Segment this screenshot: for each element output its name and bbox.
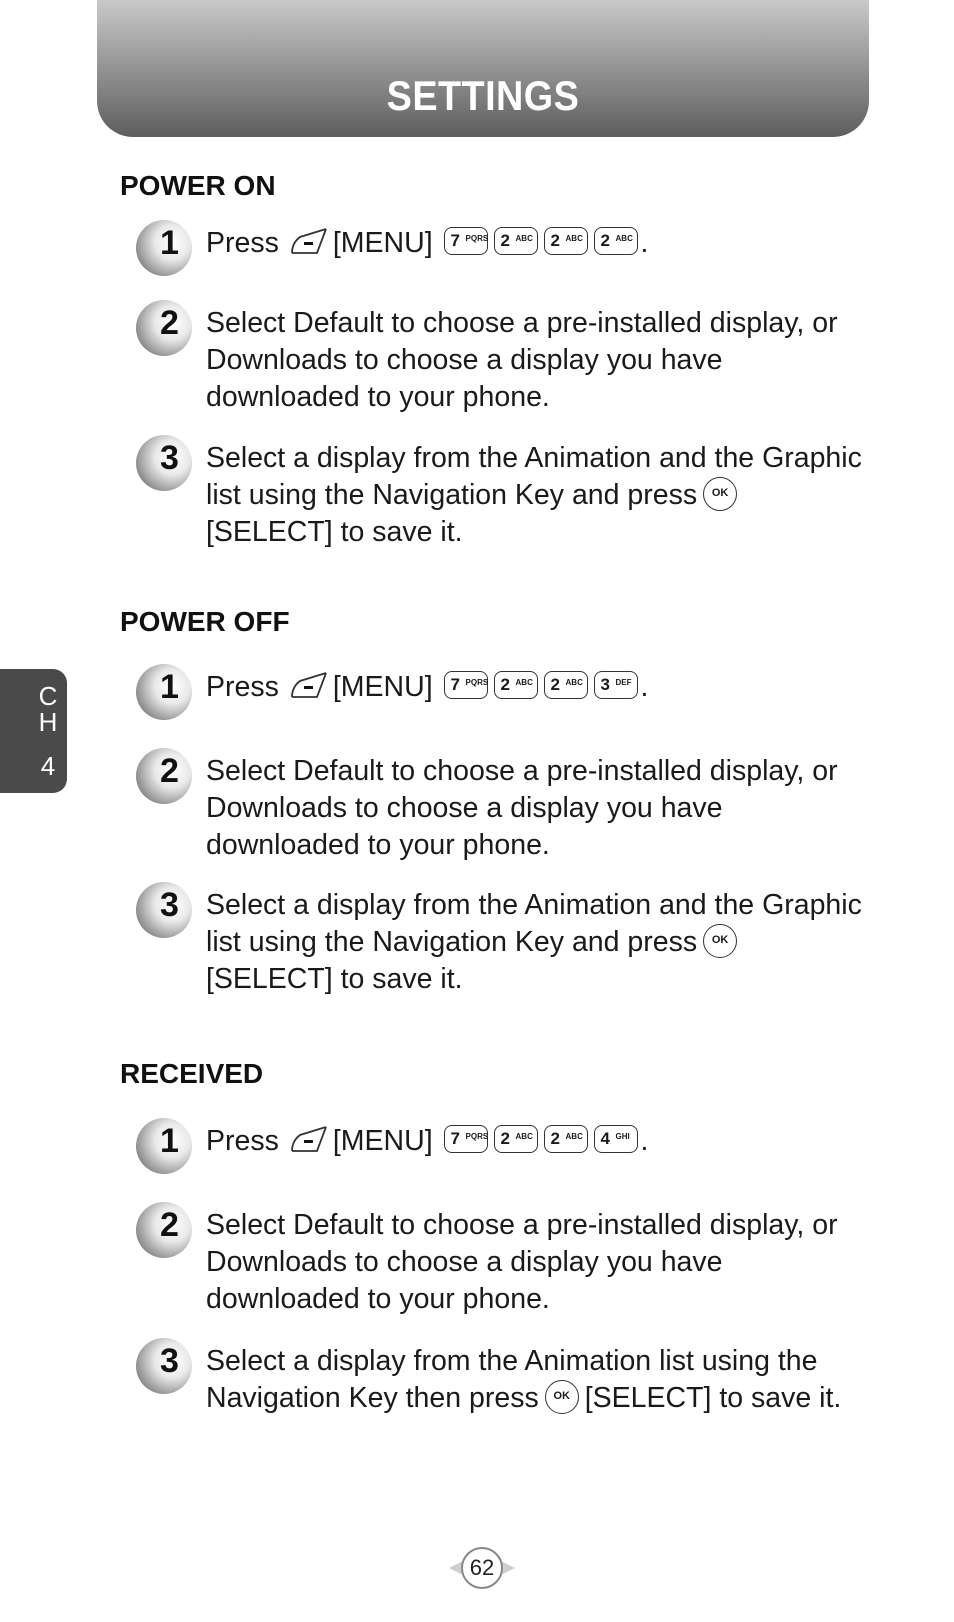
page-number-badge [447, 1547, 517, 1591]
chapter-tab [0, 669, 67, 793]
ok-key-icon: OK [545, 1380, 579, 1414]
left-softkey-icon [289, 226, 329, 258]
ok-key-icon: OK [703, 477, 737, 511]
key-4-icon: 4 GHI [594, 1125, 638, 1153]
chapter-tab-c: C [38, 681, 58, 711]
step-text: Select a display from the Animation list using the Navigation Key then press OK [SELECT] to save it. [206, 1345, 842, 1414]
step-text: Select Default to choose a pre-installed display, or Downloads to choose a display you have downloaded to your phone. [206, 1209, 838, 1315]
key-2-icon: 2 ABC [544, 227, 588, 255]
step-number-badge: 2 [136, 748, 192, 804]
key-2-icon: 2 ABC [494, 227, 538, 255]
key-7-icon: 7 PQRS [444, 227, 488, 255]
step-text: Select Default to choose a pre-installed display, or Downloads to choose a display you have downloaded to your phone. [206, 307, 838, 413]
step-number-badge: 3 [136, 882, 192, 938]
key-3-icon: 3 DEF [594, 671, 638, 699]
key-2-icon: 2 ABC [494, 671, 538, 699]
key-7-icon: 7 PQRS [444, 671, 488, 699]
key-2-icon: 2 ABC [594, 227, 638, 255]
section-title-power-off: POWER OFF [120, 606, 290, 637]
step-text: Select a display from the Animation and the Graphic list using the Navigation Key and press OK[SELECT] to save it. [206, 442, 862, 548]
step-text: Select Default to choose a pre-installed display, or Downloads to choose a display you have downloaded to your phone. [206, 755, 838, 861]
step-number-badge: 2 [136, 1202, 192, 1258]
step-number-badge: 1 [136, 220, 192, 276]
section-title-received: RECEIVED [120, 1058, 264, 1089]
step-number-badge: 3 [136, 1338, 192, 1394]
step-number-badge: 1 [136, 1118, 192, 1174]
chapter-tab-number: 4 [40, 751, 56, 781]
step-text: Press [MENU] 7 PQRS 2 ABC 2 ABC 2 ABC . [206, 227, 649, 259]
page-title: SETTINGS [386, 72, 580, 119]
step-text: Press [MENU] 7 PQRS 2 ABC 2 ABC 4 GHI . [206, 1125, 649, 1157]
chapter-tab-h: H [38, 707, 58, 737]
page-header [97, 0, 869, 137]
step-text: Press [MENU] 7 PQRS 2 ABC 2 ABC 3 DEF . [206, 671, 649, 703]
key-7-icon: 7 PQRS [444, 1125, 488, 1153]
step-number-badge: 2 [136, 300, 192, 356]
step-text: Select a display from the Animation and the Graphic list using the Navigation Key and press OK[SELECT] to save it. [206, 889, 862, 995]
ok-key-icon: OK [703, 924, 737, 958]
left-softkey-icon [289, 670, 329, 702]
key-2-icon: 2 ABC [494, 1125, 538, 1153]
left-softkey-icon [289, 1124, 329, 1156]
step-number-badge: 1 [136, 664, 192, 720]
key-2-icon: 2 ABC [544, 1125, 588, 1153]
section-title-power-on: POWER ON [120, 170, 276, 201]
page-number: 62 [461, 1547, 503, 1589]
step-number-badge: 3 [136, 435, 192, 491]
key-2-icon: 2 ABC [544, 671, 588, 699]
